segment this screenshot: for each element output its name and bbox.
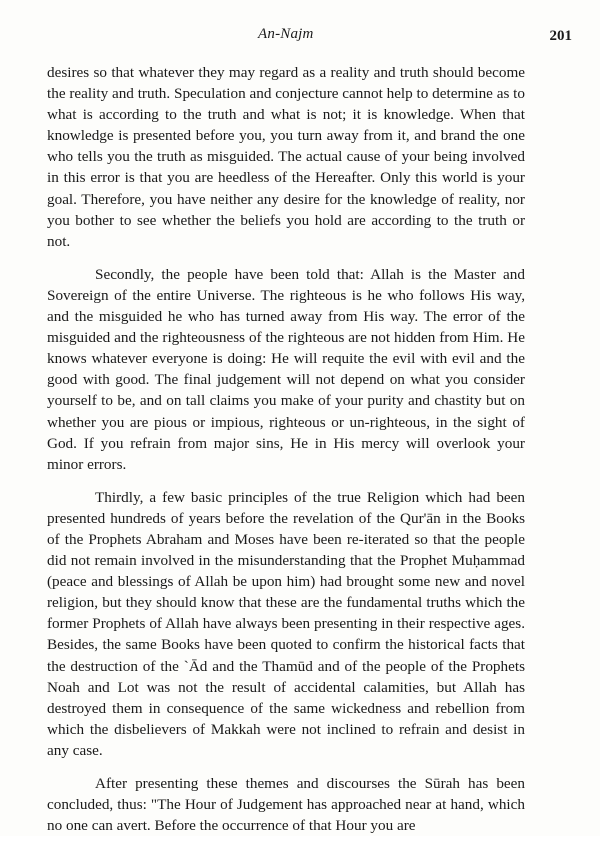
page-header xyxy=(0,24,600,48)
paragraph-thirdly: Thirdly, a few basic principles of the true Religion which had been presented hundreds of years before the revelation of the Qur'ān in the Books of the Prophets Abraham and Moses have been re-iterated so that the people did not remain involved in the misunderstanding that the Prophet Muḥammad (peace and blessings of Allah be upon him) had brought some new and novel religion, but they should know that these are the fundamental truths which the former Prophets of Allah have always been presenting in their respective ages. Besides, the same Books have been quoted to confirm the historical facts that the destruction of the `Ād and the Thamūd and of the people of the Prophets Noah and Lot was not the result of accidental calamities, but Allah has destroyed them in consequence of the same wickedness and rebellion from which the disbelievers of Makkah were not inclined to refrain and desist in any case. xyxy=(47,488,525,759)
paragraph-continuation: desires so that whatever they may regard as a reality and truth should become the reality and truth. Speculation and conjecture cannot help to determine as to what is according to the truth and what is not; it is knowledge. When that knowledge is presented before you, you turn away from it, and brand the one who tells you the truth as misguided. The actual cause of your being involved in this error is that you are heedless of the Hereafter. Only this world is your goal. Therefore, you have neither any desire for the knowledge of reality, nor you bother to see whether the beliefs you hold are according to the truth or not. xyxy=(47,64,525,250)
body-text xyxy=(47,62,525,848)
paragraph-secondly: Secondly, the people have been told that: Allah is the Master and Sovereign of the entire Universe. The righteous is he who follows His way, and the misguided he who has turned away from His way. The error of the misguided and the righteousness of the righteous are not hidden from Him. He knows whatever everyone is doing: He will requite the evil with evil and the good with good. The final judgement will not depend on what you consider yourself to be, and on tall claims you make of your purity and chastity but on whether you are pious or impious, righteous or un-righteous, in the sight of God. If you refrain from major sins, He in His mercy will overlook your minor errors. xyxy=(47,265,525,473)
paragraph-conclusion: After presenting these themes and discourses the Sūrah has been concluded, thus: "The Hour of Judgement has approached near at hand, which no one can avert. Before the occurrence of that Hour you are xyxy=(47,775,525,835)
running-title: An-Najm xyxy=(258,26,314,42)
page-number: 201 xyxy=(549,28,572,44)
